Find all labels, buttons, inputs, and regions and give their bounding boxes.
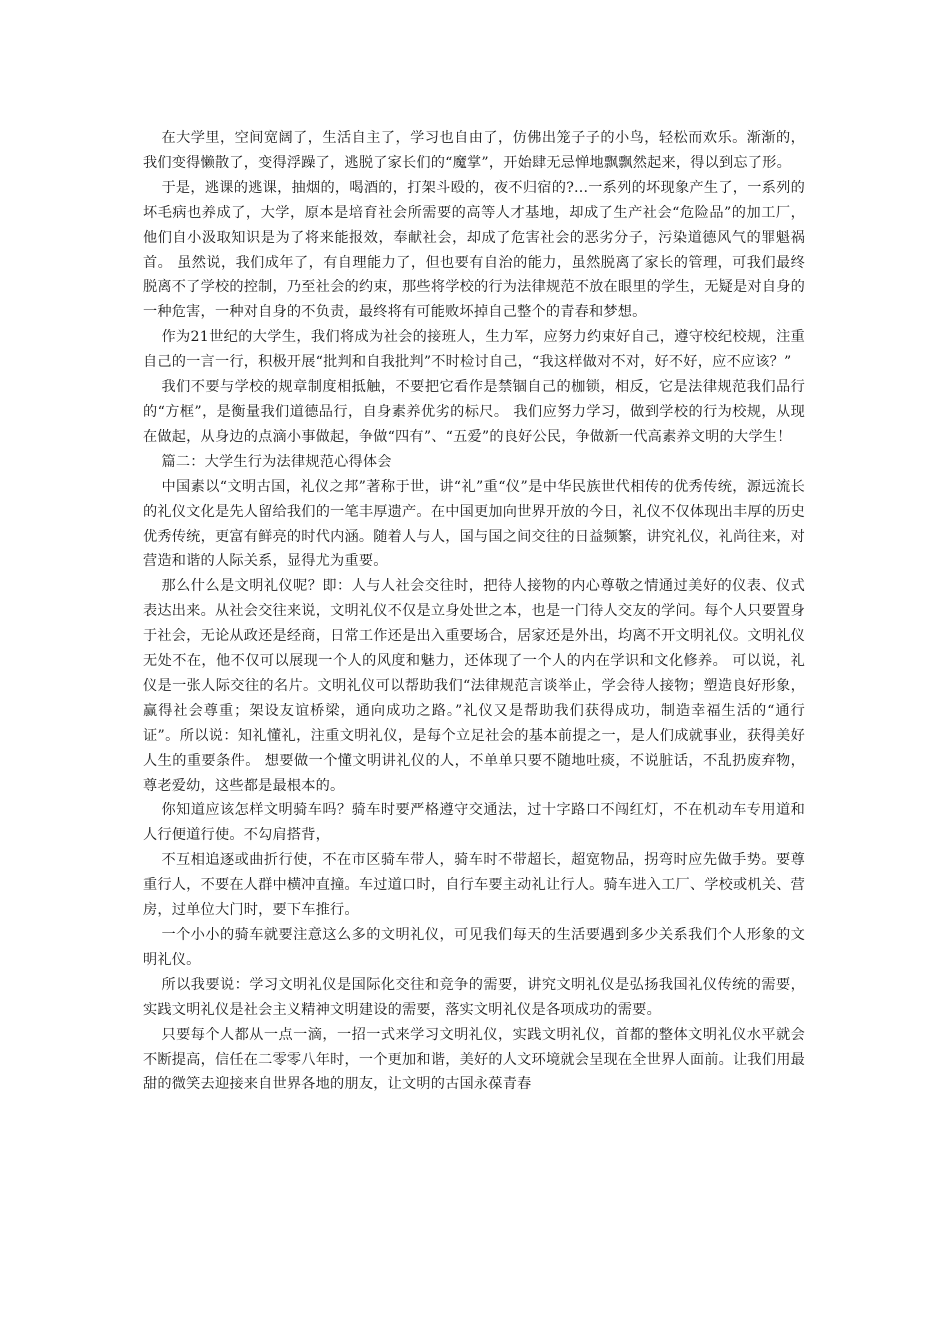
paragraph-1: 在大学里，空间宽阔了，生活自主了，学习也自由了，仿佛出笼子子的小鸟，轻松而欢乐。渐渐的，我们变得懒散了，变得浮躁了，逃脱了家长们的“魔掌”，开始肆无忌惮地飘飘然起来，得以到忘了形。	[143, 130, 805, 171]
paragraph-4: 我们不要与学校的规章制度相抵触，不要把它看作是禁锢自己的枷锁，相反，它是法律规范我们品行的“方框”，是衡量我们道德品行，自身素养优劣的标尺。 我们应努力学习，做到学校的行为校规，从现在做起，从身边的点滴小事做起，争做“四有”、“五爱”的良好公民，争做新一代高素养文明的大学生！	[143, 379, 805, 445]
paragraph-7: 你知道应该怎样文明骑车吗？骑车时要严格遵守交通法，过十字路口不闯红灯，不在机动车专用道和人行便道行使。不勾肩搭背，	[143, 802, 805, 844]
paragraph-10: 所以我要说：学习文明礼仪是国际化交往和竞争的需要，讲究文明礼仪是弘扬我国礼仪传统的需要，实践文明礼仪是社会主义精神文明建设的需要，落实文明礼仪是各项成功的需要。	[143, 976, 805, 1018]
paragraph-8: 不互相追逐或曲折行使，不在市区骑车带人，骑车时不带超长，超宽物品，拐弯时应先做手势。要尊重行人，不要在人群中横冲直撞。车过道口时，自行车要主动礼让行人。骑车进入工厂、学校或机关、营房，过单位大门时，要下车推行。	[143, 852, 805, 919]
section-heading: 篇二：大学生行为法律规范心得体会	[161, 453, 392, 470]
paragraph-5: 中国素以“文明古国，礼仪之邦”著称于世，讲“礼”重“仪”是中华民族世代相传的优秀传统，源远流长的礼仪文化是先人留给我们的一笔丰厚遗产。在中国更加向世界开放的今日，礼仪不仅体现出丰厚的历史优秀传统，更富有鲜亮的时代内涵。随着人与人，国与国之间交往的日益频繁，讲究礼仪，礼尚往来，对营造和谐的人际关系，显得尤为重要。	[143, 478, 805, 570]
paragraph-2: 于是，逃课的逃课，抽烟的，喝酒的，打架斗殴的，夜不归宿的?...一系列的坏现象产生了，一系列的坏毛病也养成了，大学，原本是培育社会所需要的高等人才基地，却成了生产社会“危险品”的加工厂，他们自小汲取知识是为了将来能报效，奉献社会，却成了危害社会的恶劣分子，污染道德风气的罪魁祸首。 虽然说，我们成年了，有自理能力了，但也要有自治的能力，虽然脱离了家长的管理，可我们最终脱离不了学校的控制，乃至社会的约束，那些将学校的行为法律规范不放在眼里的学生，无疑是对自身的一种危害，一种对自身的不负责，最终将有可能败坏掉自己整个的青春和梦想。	[143, 179, 805, 321]
document-page	[143, 126, 805, 1097]
paragraph-6: 那么什么是文明礼仪呢？即：人与人社会交往时，把待人接物的内心尊敬之情通过美好的仪表、仪式表达出来。从社会交往来说，文明礼仪不仅是立身处世之本，也是一门待人交友的学问。每个人只要置身于社会，无论从政还是经商，日常工作还是出入重要场合，居家还是外出，均离不开文明礼仪。文明礼仪无处不在，他不仅可以展现一个人的风度和魅力，还体现了一个人的内在学识和文化修养。 可以说，礼仪是一张人际交往的名片。文明礼仪可以帮助我们“法律规范言谈举止，学会待人接物；塑造良好形象，赢得社会尊重；架设友谊桥梁，通向成功之路。”礼仪又是帮助我们获得成功，制造幸福生活的“通行证”。所以说：知礼懂礼，注重文明礼仪，是每个立足社会的基本前提之一，是人们成就事业，获得美好人生的重要条件。 想要做一个懂文明讲礼仪的人，不单单只要不随地吐痰，不说脏话，不乱扔废弃物，尊老爱幼，这些都是最根本的。	[143, 578, 805, 794]
paragraph-3: 作为21世纪的大学生，我们将成为社会的接班人，生力军，应努力约束好自己，遵守校纪校规，注重自己的一言一行，积极开展“批判和自我批判”不时检讨自己，“我这样做对不对，好不好，应不应该？”	[143, 329, 805, 371]
paragraph-9: 一个小小的骑车就要注意这么多的文明礼仪，可见我们每天的生活要遇到多少关系我们个人形象的文明礼仪。	[143, 927, 805, 968]
paragraph-11: 只要每个人都从一点一滴，一招一式来学习文明礼仪，实践文明礼仪，首都的整体文明礼仪水平就会不断提高，信任在二零零八年时，一个更加和谐，美好的人文环境就会呈现在全世界人面前。让我们用最甜的微笑去迎接来自世界各地的朋友，让文明的古国永葆青春	[143, 1026, 805, 1093]
